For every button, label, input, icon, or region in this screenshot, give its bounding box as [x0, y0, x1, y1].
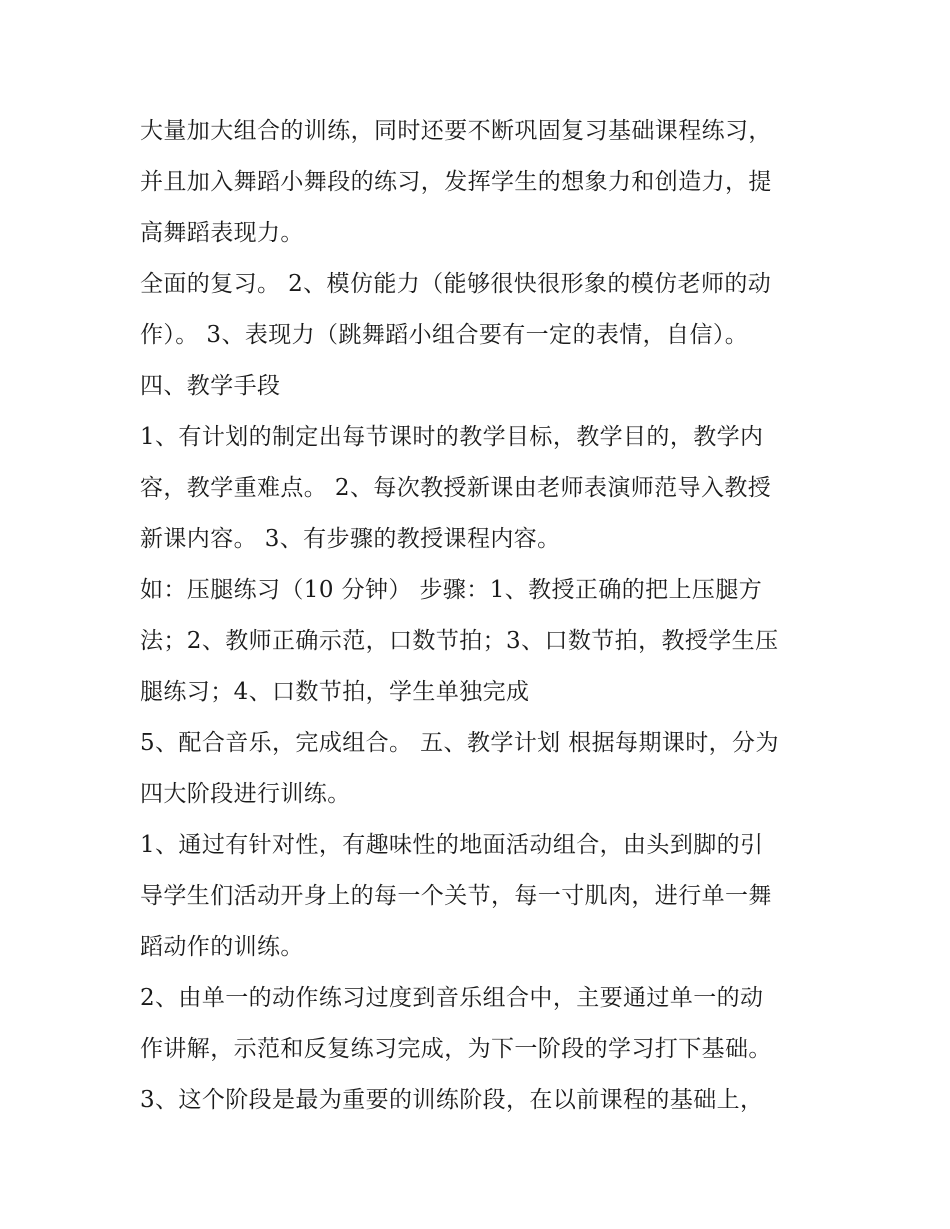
text-line: 3、这个阶段是最为重要的训练阶段，在以前课程的基础上，	[140, 1087, 764, 1113]
text-line: 2、由单一的动作练习过度到音乐组合中，主要通过单一的动	[140, 985, 764, 1011]
text-line: 作）。 3、表现力（跳舞蹈小组合要有一定的表情，自信）。	[140, 322, 749, 348]
text-line: 新课内容。 3、有步骤的教授课程内容。	[140, 526, 561, 552]
section-heading: 四、教学手段	[140, 373, 281, 399]
text-line: 并且加入舞蹈小舞段的练习，发挥学生的想象力和创造力，提	[140, 169, 772, 195]
document-body	[140, 106, 830, 1126]
text-line: 5、配合音乐，完成组合。 五、教学计划 根据每期课时，分为	[140, 730, 779, 756]
text-line: 1、通过有针对性，有趣味性的地面活动组合，由头到脚的引	[140, 832, 764, 858]
text-line: 大量加大组合的训练，同时还要不断巩固复习基础课程练习，	[140, 118, 772, 144]
text-line: 导学生们活动开身上的每一个关节，每一寸肌肉，进行单一舞	[140, 883, 772, 909]
text-line: 蹈动作的训练。	[140, 934, 304, 960]
text-line: 全面的复习。 2、模仿能力（能够很快很形象的模仿老师的动	[140, 271, 772, 297]
text-line: 1、有计划的制定出每节课时的教学目标，教学目的，教学内	[140, 424, 764, 450]
text-line: 高舞蹈表现力。	[140, 220, 304, 246]
text-line: 作讲解，示范和反复练习完成，为下一阶段的学习打下基础。	[140, 1036, 772, 1062]
text-line: 法；2、教师正确示范，口数节拍；3、口数节拍，教授学生压	[140, 628, 779, 654]
text-line: 腿练习；4、口数节拍，学生单独完成	[140, 679, 530, 705]
text-line: 容，教学重难点。 2、每次教授新课由老师表演师范导入教授	[140, 475, 772, 501]
text-line: 四大阶段进行训练。	[140, 781, 351, 807]
text-line: 如：压腿练习（10 分钟） 步骤：1、教授正确的把上压腿方	[140, 577, 763, 603]
